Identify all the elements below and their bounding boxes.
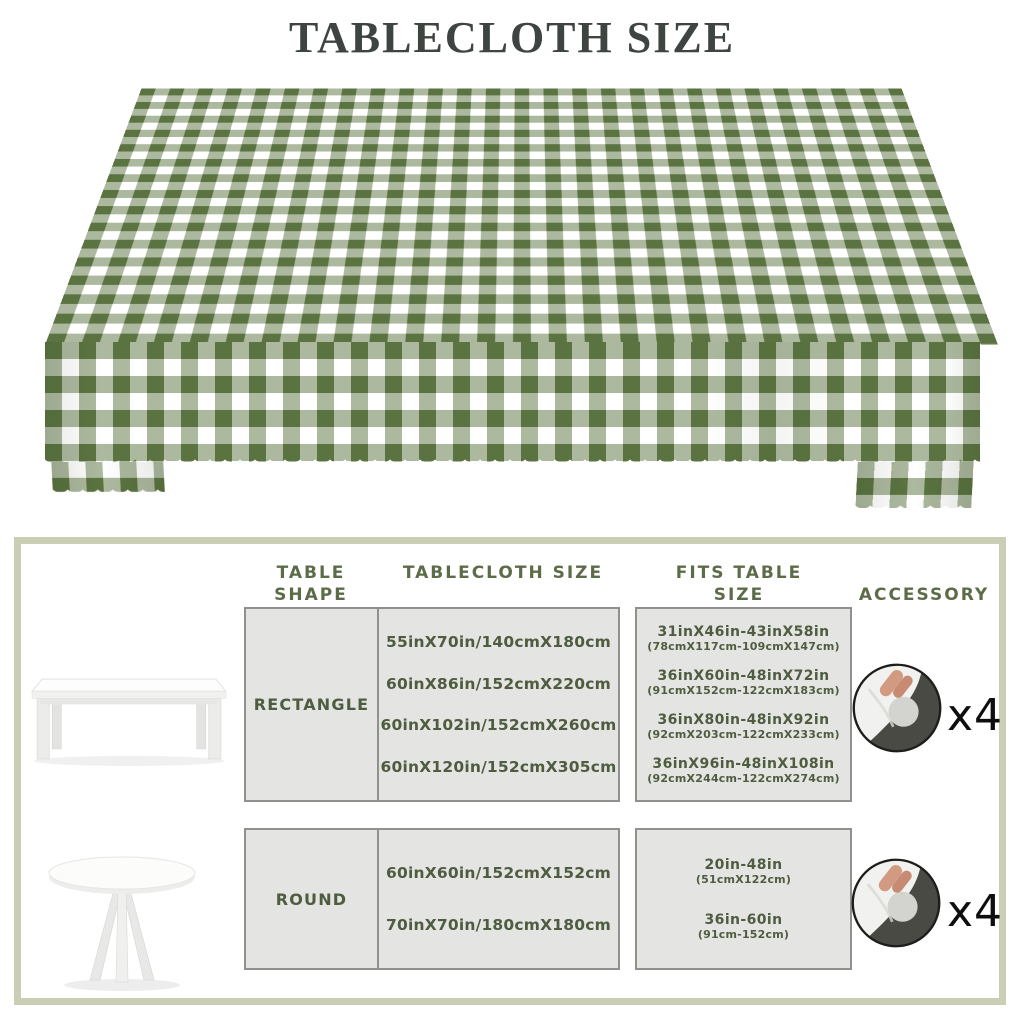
fit-range-cm: (51cmX122cm) <box>695 872 792 886</box>
fit-range-in: 36inX80in-48inX92in <box>657 712 830 728</box>
accessory-quantity: x4 <box>947 690 1004 741</box>
round-table-image <box>42 852 202 994</box>
header-table-shape: TABLE SHAPE <box>274 563 348 606</box>
header-fits-table-size: FITS TABLE SIZE <box>675 563 803 606</box>
fit-range-cm: (92cmX244cm-122cmX274cm) <box>647 772 840 785</box>
size-chart-panel <box>14 537 1006 1005</box>
header-tablecloth-size: TABLECLOTH SIZE <box>402 563 604 583</box>
fit-range-in: 20in-48in <box>704 856 783 873</box>
fit-range-cm: (91cmX152cm-122cmX183cm) <box>647 684 840 697</box>
gingham-top-plane <box>45 89 998 345</box>
fit-entry <box>637 624 850 653</box>
size-option: 60inX86in/152cmX220cm <box>386 674 611 693</box>
shape-label: RECTANGLE <box>253 695 370 714</box>
shape-label: ROUND <box>275 889 348 909</box>
fit-range-in: 36inX60in-48inX72in <box>657 668 830 684</box>
size-option: 60inX102in/152cmX260cm <box>380 716 617 735</box>
cell-fits-round <box>635 828 852 970</box>
fit-range-in: 31inX46in-43inX58in <box>657 624 830 640</box>
fit-range-in: 36inX96in-48inX108in <box>652 756 835 772</box>
size-option: 60inX120in/152cmX305cm <box>380 758 617 777</box>
size-option: 70inX70in/180cmX180cm <box>386 916 611 934</box>
rectangle-table-image <box>28 660 230 768</box>
fit-entry <box>637 712 850 741</box>
header-accessory: ACCESSORY <box>858 585 990 605</box>
fit-range-cm: (91cm-152cm) <box>697 928 790 942</box>
cell-sizes-rectangle <box>377 607 620 802</box>
cell-fits-rectangle <box>635 607 852 802</box>
cell-sizes-round <box>377 828 620 970</box>
page-title: TABLECLOTH SIZE <box>288 13 736 62</box>
fit-range-in: 36in-60in <box>704 912 783 929</box>
size-option: 60inX60in/152cmX152cm <box>386 864 611 882</box>
tablecloth-front-drape <box>45 342 980 462</box>
fit-entry <box>637 912 850 941</box>
accessory-quantity: x4 <box>947 886 1004 937</box>
fit-entry <box>637 857 850 886</box>
fit-entry <box>637 668 850 697</box>
cell-shape-round <box>244 828 377 970</box>
tablecloth-clip-icon <box>850 661 944 755</box>
tablecloth-top-surface <box>45 62 998 345</box>
fit-entry <box>637 756 850 785</box>
fit-range-cm: (78cmX117cm-109cmX147cm) <box>647 640 840 653</box>
cell-shape-rectangle <box>244 607 377 802</box>
tablecloth-clip-icon <box>849 856 943 950</box>
size-option: 55inX70in/140cmX180cm <box>386 632 611 651</box>
fit-range-cm: (92cmX203cm-122cmX233cm) <box>647 728 840 741</box>
